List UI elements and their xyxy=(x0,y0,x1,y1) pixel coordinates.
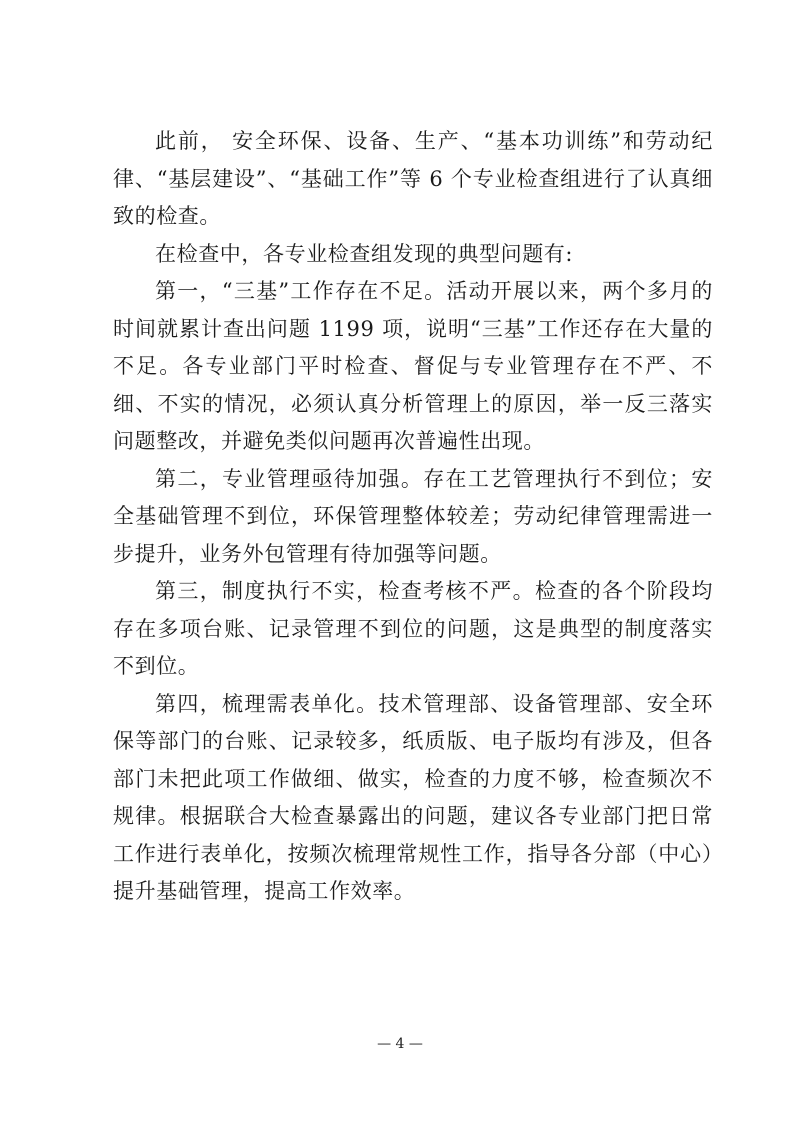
paragraph-typical-problems-intro: 在检查中，各专业检查组发现的典型问题有: xyxy=(155,241,574,266)
paragraph-inspection-groups: 此前， 安全环保、设备、生产、“基本功训练”和劳动纪律、“基层建设”、“基础工作”等 6 个专业检查组进行了认真细致的检查。 xyxy=(113,129,713,228)
document-body xyxy=(113,123,713,911)
paragraph-third-issue: 第三，制度执行不实，检查考核不严。检查的各个阶段均存在多项台账、记录管理不到位的问题，这是典型的制度落实不到位。 xyxy=(113,579,713,678)
paragraph-fourth-issue: 第四，梳理需表单化。技术管理部、设备管理部、安全环保等部门的台账、记录较多，纸质版、电子版均有涉及，但各部门未把此项工作做细、做实，检查的力度不够，检查频次不规律。根据联合大检查暴露出的问题，建议各专业部门把日常工作进行表单化，按频次梳理常规性工作，指导各分部（中心）提升基础管理，提高工作效率。 xyxy=(113,691,713,903)
paragraph-first-issue: 第一，“三基”工作存在不足。活动开展以来，两个多月的时间就累计查出问题 1199 项，说明“三基”工作还存在大量的不足。各专业部门平时检查、督促与专业管理存在不严、不细、不实的情况，必须认真分析管理上的原因，举一反三落实问题整改，并避免类似问题再次普遍性出现。 xyxy=(113,279,713,453)
page-number: — 4 — xyxy=(377,1036,423,1052)
paragraph-second-issue: 第二，专业管理亟待加强。存在工艺管理执行不到位；安全基础管理不到位，环保管理整体较差；劳动纪律管理需进一步提升，业务外包管理有待加强等问题。 xyxy=(113,466,713,566)
